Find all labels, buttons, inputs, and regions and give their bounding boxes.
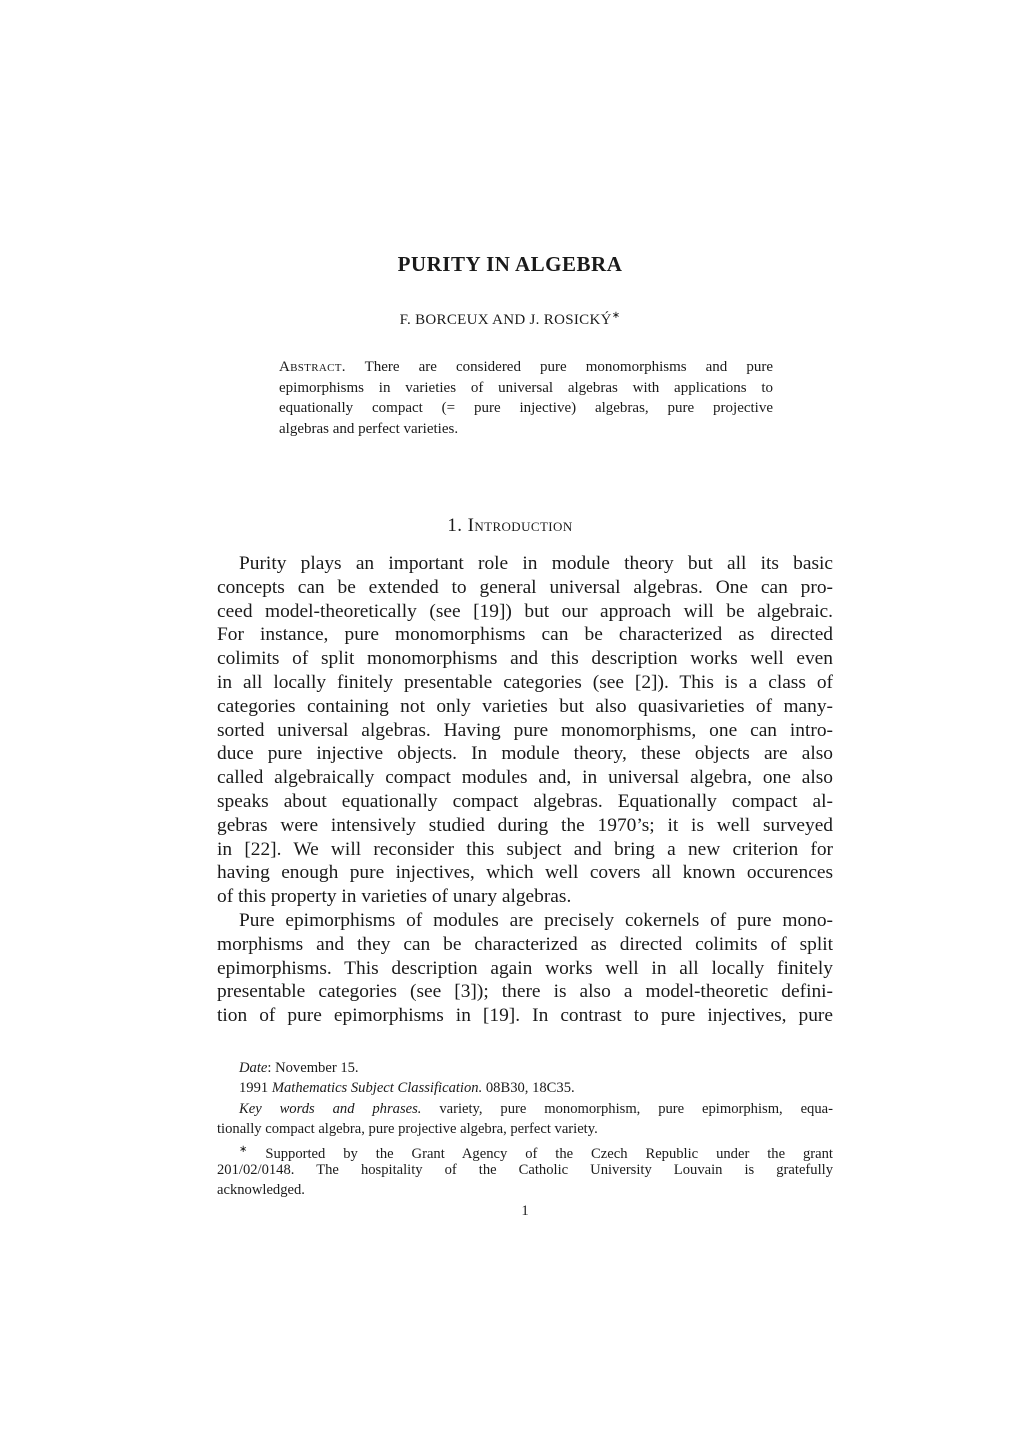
body-line: presentable categories (see [3]); there is also a model-theoretic defini-	[217, 981, 833, 1003]
body-line: For instance, pure monomorphisms can be characterized as directed	[217, 624, 833, 646]
section-number: 1.	[447, 515, 463, 536]
body-line: in all locally finitely presentable categories (see [2]). This is a class of	[217, 671, 833, 693]
body-line: sorted universal algebras. Having pure monomorphisms, one can intro-	[217, 719, 833, 741]
msc-value: 08B30, 18C35.	[485, 1080, 575, 1097]
body-line: ceed model-theoretically (see [19]) but our approach will be algebraic.	[217, 600, 833, 622]
msc-year: 1991	[239, 1080, 269, 1097]
footnotes	[217, 1058, 833, 1201]
body-line: tion of pure epimorphisms in [19]. In contrast to pure injectives, pure	[217, 1005, 833, 1027]
paper-authors	[0, 310, 1020, 329]
abstract-line	[279, 357, 773, 378]
footnote-keywords	[217, 1099, 833, 1119]
footnote-support-cont: 201/02/0148. The hospitality of the Catholic University Louvain is gratefully	[217, 1161, 833, 1178]
paper-title: PURITY IN ALGEBRA	[397, 252, 623, 276]
keywords-line1: variety, pure monomorphism, pure epimorphism, equa-	[439, 1100, 833, 1117]
body-line: Purity plays an important role in module theory but all its basic	[239, 553, 833, 574]
body-line: in [22]. We will reconsider this subject and bring a new criterion for	[217, 838, 833, 860]
body-line: of this property in varieties of unary algebras.	[217, 886, 572, 908]
body-line: called algebraically compact modules and, in universal algebra, one also	[217, 767, 833, 789]
body-line: speaks about equationally compact algebras. Equationally compact al-	[217, 790, 833, 812]
body-line: concepts can be extended to general universal algebras. One can pro-	[217, 576, 833, 598]
authors-names: F. BORCEUX AND J. ROSICKÝ	[399, 312, 612, 328]
authors-footnote-mark: ∗	[611, 310, 621, 321]
footnote-support-end: acknowledged.	[217, 1182, 305, 1199]
msc-label: Mathematics Subject Classification.	[271, 1080, 483, 1097]
date-value: : November 15.	[267, 1060, 359, 1076]
abstract-label: Abstract.	[279, 359, 346, 375]
support-mark: ∗	[239, 1143, 248, 1155]
abstract-line: equationally compact (= pure injective) algebras, pure projective	[279, 400, 773, 417]
body-text	[217, 552, 833, 1028]
abstract-line: algebras and perfect varieties.	[279, 420, 459, 437]
footnote-support	[217, 1140, 833, 1160]
body-line: duce pure injective objects. In module theory, these objects are also	[217, 743, 833, 765]
footnote-keywords-cont: tionally compact algebra, pure projective algebra, perfect variety.	[217, 1121, 598, 1138]
section-heading	[0, 515, 1020, 537]
body-line: gebras were intensively studied during the 1970’s; it is well surveyed	[217, 814, 833, 836]
body-line: Pure epimorphisms of modules are precisely cokernels of pure mono-	[239, 909, 833, 931]
keywords-label: Key words and phrases.	[239, 1100, 422, 1117]
footnote-date	[217, 1058, 833, 1078]
support-line1: Supported by the Grant Agency of the Czech Republic under the grant	[265, 1145, 833, 1162]
body-line: having enough pure injectives, which well covers all known occurences	[217, 862, 833, 884]
body-line: colimits of split monomorphisms and this description works well even	[217, 648, 833, 670]
abstract-line: epimorphisms in varieties of universal algebras with applications to	[279, 379, 773, 396]
page-number: 1	[521, 1203, 529, 1219]
footnote-msc	[217, 1078, 833, 1098]
body-line: morphisms and they can be characterized as directed colimits of split	[217, 933, 833, 955]
body-line: epimorphisms. This description again works well in all locally finitely	[217, 957, 833, 979]
body-line: categories containing not only varieties but also quasivarieties of many-	[217, 695, 833, 717]
abstract-line-text: There are considered pure monomorphisms and pure	[364, 359, 774, 375]
abstract	[279, 357, 773, 439]
date-label: Date	[239, 1060, 268, 1076]
section-name: Introduction	[467, 515, 573, 536]
